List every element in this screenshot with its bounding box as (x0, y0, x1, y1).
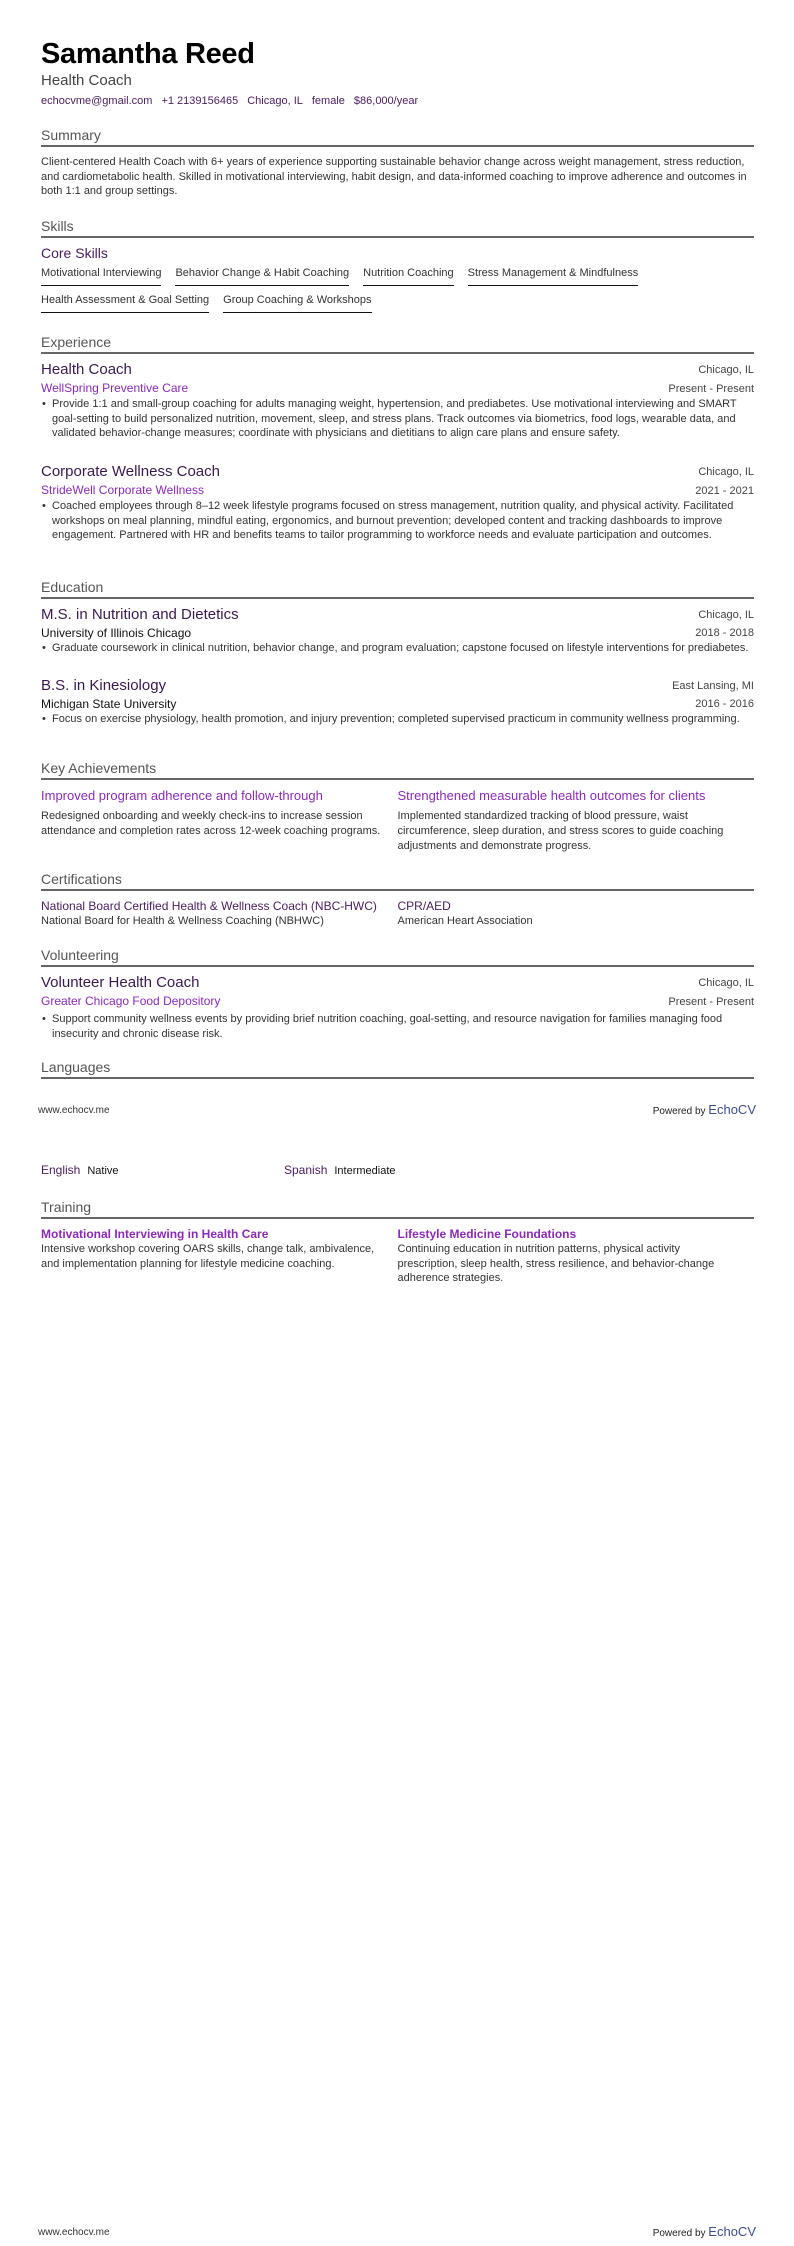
skill-tag: Group Coaching & Workshops (223, 294, 371, 313)
skill-tag: Behavior Change & Habit Coaching (175, 267, 349, 286)
job-company: StrideWell Corporate Wellness (41, 483, 204, 497)
footer-powered-by (653, 2224, 756, 2239)
job-location: Chicago, IL (698, 466, 754, 478)
job-title: Corporate Wellness Coach (41, 463, 220, 480)
language-name: English (41, 1163, 81, 1177)
training-title: Lifestyle Medicine Foundations (397, 1227, 577, 1241)
powered-by-label: Powered by (652, 2228, 706, 2239)
section-heading-summary: Summary (41, 127, 754, 147)
degree-location: East Lansing, MI (672, 680, 754, 692)
contact-location: Chicago, IL (247, 95, 303, 107)
training-item (398, 1227, 755, 1286)
achievement-desc: Implemented standardized tracking of blood pressure, waist circumference, sleep duration, and stress scores to guide coaching adjustments and demonstrate progress. (397, 810, 724, 852)
section-heading-volunteering: Volunteering (41, 947, 754, 967)
certification-org: American Heart Association (397, 915, 533, 927)
school-name: University of Illinois Chicago (41, 626, 192, 640)
footer-website[interactable]: www.echocv.me (38, 2227, 110, 2238)
job-bullet: • Provide 1:1 and small-group coaching for adults managing weight, hypertension, and prediabetes. Use motivational interviewing and SMART goal-setting to build personalized nutrition, movement, sleep, and stress plans. Track outcomes via biometrics, food logs, wearable data, and validated behavior-change measures; coordinate with physicians and dietitians to align care plans and ensure safety. (41, 397, 754, 441)
powered-by-label: Powered by (652, 1106, 706, 1117)
degree-title: M.S. in Nutrition and Dietetics (41, 606, 239, 623)
contact-email[interactable]: echocvme@gmail.com (41, 95, 153, 107)
contact-salary: $86,000/year (353, 95, 419, 107)
section-heading-training: Training (41, 1199, 754, 1219)
skills-row-1 (41, 267, 638, 286)
skills-group-title: Core Skills (41, 245, 108, 261)
candidate-name: Samantha Reed (41, 38, 255, 70)
certification-item (41, 899, 398, 927)
summary-text: Client-centered Health Coach with 6+ years of experience supporting sustainable behavior change across weight management, stress reduction, and cardiometabolic health. Skilled in motivational interviewing, habit design, and data-informed coaching to improve adherence and outcomes in both 1:1 and group settings. (41, 156, 747, 197)
degree-dates: 2018 - 2018 (695, 627, 754, 639)
language-name: Spanish (284, 1163, 328, 1177)
brand-logo[interactable]: EchoCV (708, 2224, 756, 2239)
brand-logo[interactable]: EchoCV (708, 1102, 756, 1117)
certifications-grid (41, 899, 754, 927)
training-desc: Intensive workshop covering OARS skills, change talk, ambivalence, and implementation planning for lifestyle medicine coaching. (41, 1243, 375, 1270)
job-company: WellSpring Preventive Care (41, 381, 189, 395)
training-grid (41, 1227, 754, 1286)
certification-org: National Board for Health & Wellness Coaching (NBHWC) (41, 915, 324, 927)
skills-row-2 (41, 294, 372, 313)
training-desc: Continuing education in nutrition patterns, physical activity prescription, sleep health, stress resilience, and behavior-change adherence strategies. (397, 1243, 715, 1284)
language-item (41, 1163, 284, 1177)
school-name: Michigan State University (41, 697, 177, 711)
degree-location: Chicago, IL (698, 609, 754, 621)
certification-title: CPR/AED (397, 899, 451, 913)
volunteer-org: Greater Chicago Food Depository (41, 994, 221, 1008)
section-heading-certifications: Certifications (41, 871, 754, 891)
certification-title: National Board Certified Health & Wellness Coach (NBC-HWC) (41, 899, 377, 913)
skill-tag: Health Assessment & Goal Setting (41, 294, 209, 313)
contact-line (41, 95, 418, 107)
skill-tag: Nutrition Coaching (363, 267, 454, 286)
achievements-grid (41, 788, 754, 854)
volunteer-title: Volunteer Health Coach (41, 974, 200, 991)
languages-list (41, 1163, 754, 1177)
contact-phone[interactable]: +1 2139156465 (161, 95, 239, 107)
volunteer-location: Chicago, IL (698, 977, 754, 989)
language-item (284, 1163, 527, 1177)
job-bullet: • Coached employees through 8–12 week lifestyle programs focused on stress management, nutrition quality, and physical activity. Facilitated workshops on meal planning, mindful eating, ergonomics, and burnout prevention; developed content and tracking dashboards to improve engagement. Partnered with HR and benefits teams to tailor programming to workforce needs and evaluate participation and outcomes. (41, 499, 754, 543)
job-location: Chicago, IL (698, 364, 754, 376)
job-dates: Present - Present (668, 383, 754, 395)
achievement-title: Strengthened measurable health outcomes for clients (397, 788, 706, 803)
education-bullet: • Graduate coursework in clinical nutrition, behavior change, and program evaluation; capstone focused on lifestyle interventions for prediabetes. (41, 641, 754, 656)
achievement-item (398, 788, 755, 854)
candidate-title: Health Coach (41, 72, 132, 89)
contact-gender: female (311, 95, 345, 107)
training-item (41, 1227, 398, 1286)
degree-title: B.S. in Kinesiology (41, 677, 167, 694)
language-level: Intermediate (334, 1165, 396, 1177)
job-dates: 2021 - 2021 (695, 485, 754, 497)
job-title: Health Coach (41, 361, 132, 378)
footer-powered-by (653, 1102, 756, 1117)
degree-dates: 2016 - 2016 (695, 698, 754, 710)
section-heading-experience: Experience (41, 334, 754, 354)
section-heading-education: Education (41, 579, 754, 599)
achievement-desc: Redesigned onboarding and weekly check-ins to increase session attendance and completion rates across 12-week coaching programs. (41, 810, 381, 837)
certification-item (398, 899, 755, 927)
section-heading-achievements: Key Achievements (41, 760, 754, 780)
skill-tag: Stress Management & Mindfulness (468, 267, 639, 286)
volunteer-dates: Present - Present (668, 996, 754, 1008)
education-bullet: • Focus on exercise physiology, health promotion, and injury prevention; completed supervised practicum in community wellness programming. (41, 712, 754, 727)
achievement-title: Improved program adherence and follow-through (41, 788, 323, 803)
section-heading-skills: Skills (41, 218, 754, 238)
section-heading-languages: Languages (41, 1059, 754, 1079)
achievement-item (41, 788, 398, 854)
skill-tag: Motivational Interviewing (41, 267, 161, 286)
footer-website[interactable]: www.echocv.me (38, 1105, 110, 1116)
language-level: Native (87, 1165, 119, 1177)
volunteer-bullet: • Support community wellness events by providing brief nutrition coaching, goal-setting, and resource navigation for families managing food insecurity and chronic disease risk. (41, 1012, 754, 1041)
training-title: Motivational Interviewing in Health Care (41, 1227, 269, 1241)
